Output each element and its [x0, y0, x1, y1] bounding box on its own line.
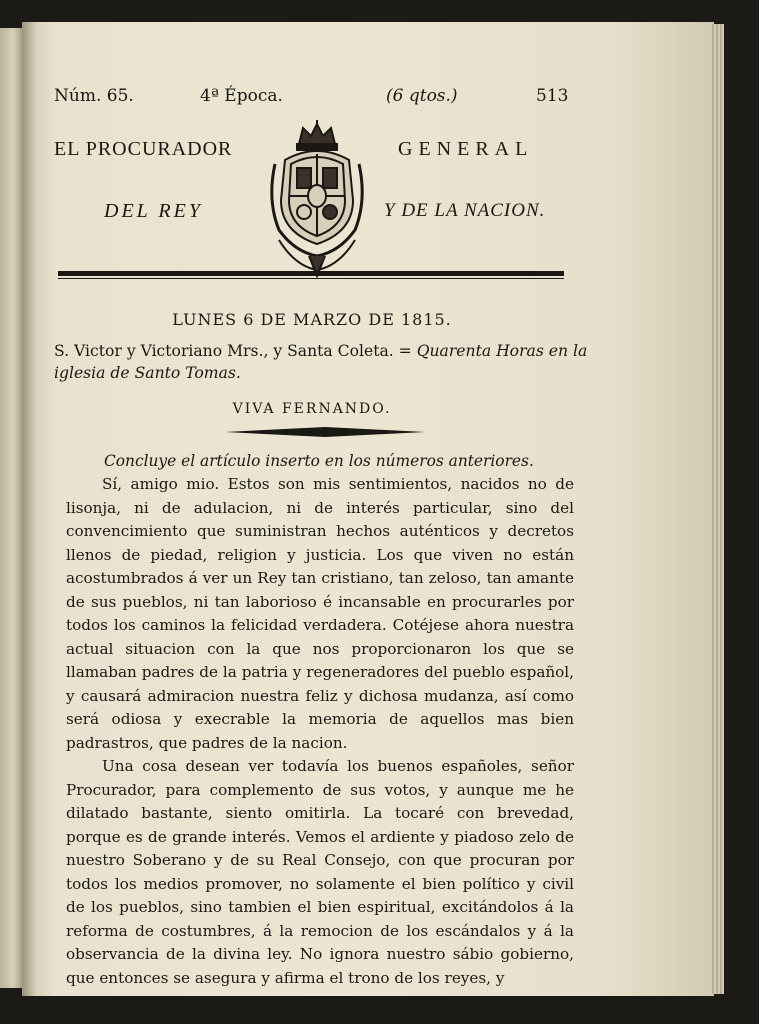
facing-page-edge: [0, 28, 22, 988]
issue-number: Núm. 65.: [54, 86, 134, 106]
epoch-label: 4ª Época.: [200, 86, 283, 106]
saints-of-day: [54, 340, 594, 384]
masthead-del-rey: DEL REY: [104, 200, 203, 222]
article-subhead: Concluye el artículo inserto en los números anteriores.: [104, 452, 534, 470]
paragraph-1: Sí, amigo mio. Estos son mis sentimientos, nacidos no de lisonja, ni de adulacion, ni de interés particular, sino del convencimiento que suministran hechos auténticos y decretos llenos de piedad, religion y justicia. Los que viven no están acostumbrados á ver un Rey tan cristiano, tan zeloso, tan amante de sus pueblos, ni tan laborioso é incansable en procurarles por todos los caminos la felicidad verdadera. Cotéjese ahora nuestra actual situacion con la que nos proporcionaron los que se llamaban padres de la patria y regeneradores del pueblo español, y causará admiracion nuestra feliz y dichosa mudanza, así como será odiosa y execrable la memoria de aquellos mas bien padrastros, que padres de la nacion.: [66, 475, 574, 752]
masthead-rule: [58, 271, 564, 276]
paragraph-2: Una cosa desean ver todavía los buenos españoles, señor Procurador, para complemento de sus votos, y aunque me he dilatado bastante, siento omitirla. La tocaré con brevedad, porque es de grande interés. Vemos el ardiente y piadoso zelo de nuestro Soberano y de su Real Consejo, con que procuran por todos los medios promover, no solamente el bien político y civil de los pueblos, sino tambien el bien espiritual, excitándolos á la reforma de costumbres, á la remocion de los escándalos y á la observancia de la divina ley. No ignora nuestro sábio gobierno, que entonces se asegura y afirma el trono de los reyes, y: [66, 757, 574, 987]
page-header: [54, 86, 594, 112]
page-stack-edge: [712, 24, 724, 994]
masthead-rule-thin: [58, 278, 564, 279]
article-body: [66, 473, 574, 990]
dateline: LUNES 6 DE MARZO DE 1815.: [172, 310, 452, 329]
page-number: 513: [536, 86, 569, 106]
saints-plain: S. Victor y Victoriano Mrs., y Santa Coleta. =: [54, 342, 417, 360]
masthead-general: GENERAL: [398, 138, 534, 160]
gutter-shadow: [22, 22, 36, 996]
newspaper-page: [22, 22, 714, 996]
royal-coat-of-arms-icon: [265, 120, 369, 278]
motto: VIVA FERNANDO.: [232, 401, 392, 417]
masthead-el-procurador: EL PROCURADOR: [54, 138, 233, 160]
saints-italic: Quarenta Horas en la iglesia de Santo Tomas.: [54, 342, 588, 382]
price-label: (6 qtos.): [386, 86, 458, 106]
masthead-de-la-nacion: Y DE LA NACION.: [384, 200, 546, 221]
ornamental-rule-icon: [225, 425, 425, 439]
